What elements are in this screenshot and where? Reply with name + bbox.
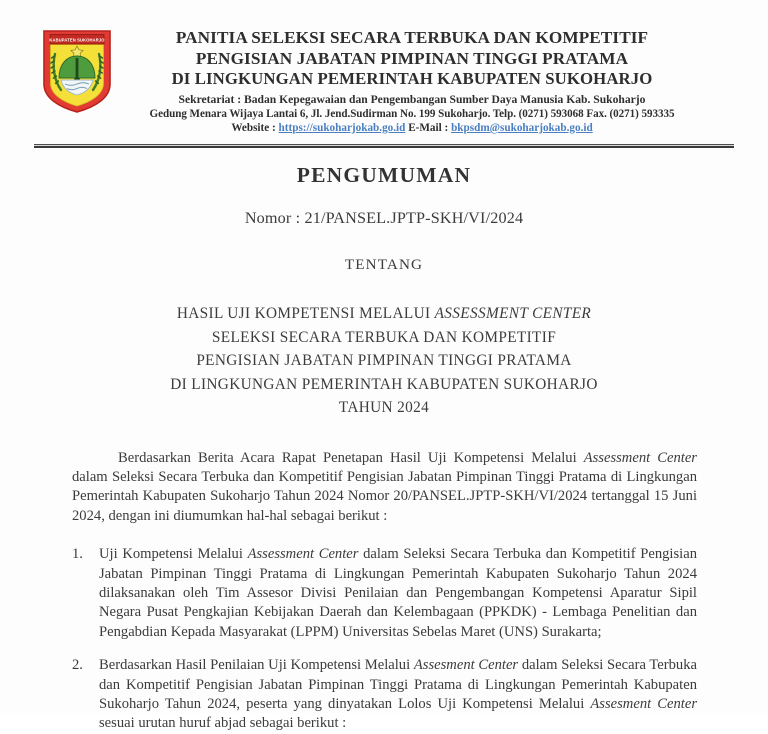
page-title: PENGUMUMAN [296,163,472,188]
list-item-text [99,656,697,734]
opening-paragraph-seg1: Berdasarkan Berita Acara Rapat Penetapan Hasil Uji Kompetensi Melalui [118,449,584,466]
website-label: Website : [231,121,276,134]
item-seg3: sesuai urutan huruf abjad sebagai berikut : [99,715,347,732]
letterhead-text [120,28,734,135]
letterhead [0,0,768,135]
subject-line-italic: ASSESSMENT CENTER [434,305,592,323]
opening-paragraph-italic: Assessment Center [583,449,697,466]
website-link[interactable]: https://sukoharjokab.go.id [278,121,406,134]
subject-line: SELEKSI SECARA TERBUKA DAN KOMPETITIF [211,328,557,346]
subject-line: PENGISIAN JABATAN PIMPINAN TINGGI PRATAMA [196,352,572,370]
org-line-3: DI LINGKUNGAN PEMERINTAH KABUPATEN SUKOHARJO [171,69,653,88]
item-seg2: dalam Seleksi Secara Terbuka dan Kompetitif Pengisian Jabatan Pimpinan Tinggi Pratama di Lingkungan Pemerintah Kabupaten Sukoharjo Tahun 2024 dilaksanakan oleh Tim Assesor Divisi Penilaian dan Pengembangan Kompetensi Aparatur Sipil Negara Pusat Pengkajian Kebijakan Daerah dan Kelembagaan (PPKDK) - Lembaga Penelitian dan Pengabdian Kepada Masyarakat (LPPM) Universitas Sebelas Maret (UNS) Surakarta; [99,546,697,640]
address-line: Gedung Menara Wijaya Lantai 6, Jl. Jend.Sudirman No. 199 Sukoharjo. Telp. (0271) 593068 Fax. (0271) 593335 [149,107,675,120]
org-line-2: PENGISIAN JABATAN PIMPINAN TINGGI PRATAMA [195,48,629,68]
list-item-number: 1. [72,546,83,563]
item-italic-1: Assessment Center [247,546,359,563]
list-item-number: 2. [72,657,83,674]
opening-paragraph [72,449,697,527]
contact-line [120,121,704,135]
opening-paragraph-seg2: dalam Seleksi Secara Terbuka dan Kompetitif Pengisian Jabatan Pimpinan Tinggi Pratama di Lingkungan Pemerintah Kabupaten Sukoharjo Tahun 2024 Nomor 20/PANSEL.JPTP-SKH/VI/2024 tertanggal 15 Juni 2024, dengan ini diumumkan hal-hal sebagai berikut : [72,469,697,524]
email-link[interactable]: bkpsdm@sukoharjokab.go.id [451,121,593,134]
announcement-list [72,545,697,734]
coat-of-arms-icon [41,28,113,114]
list-item [72,656,697,734]
subject-line [0,302,768,326]
item-italic-1: Assesment Center [413,657,519,674]
emblem-container [34,26,120,114]
document-number: Nomor : 21/PANSEL.JPTP-SKH/VI/2024 [244,209,524,228]
subject-line-text: HASIL UJI KOMPETENSI MELALUI [176,305,435,323]
tentang-label: TENTANG [344,256,424,274]
title-block [0,162,768,420]
document-body [0,449,768,734]
item-seg1: Uji Kompetensi Melalui [99,546,248,563]
item-seg2: dalam Seleksi Secara Terbuka dan Kompetitif Pengisian Jabatan Pimpinan Tinggi Pratama di Lingkungan Pemerintah Kabupaten Sukoharjo Tahun 2024, peserta yang dinyatakan Lolos Uji Kompetensi Melalui [99,657,697,713]
list-item [72,545,697,642]
letterhead-divider [34,144,734,148]
svg-text:KABUPATEN SUKOHARJO: KABUPATEN SUKOHARJO [49,37,105,43]
email-label: E-Mail : [408,121,449,134]
org-line-1: PANITIA SELEKSI SECARA TERBUKA DAN KOMPETITIF [175,28,649,47]
secretariat-line: Sekretariat : Badan Kepegawaian dan Pengembangan Sumber Daya Manusia Kab. Sukoharjo [178,92,646,106]
subject-line: TAHUN 2024 [338,399,430,417]
subject-line: DI LINGKUNGAN PEMERINTAH KABUPATEN SUKOHARJO [170,375,598,393]
subject-block [0,302,768,420]
item-italic-2: Assesment Center [590,696,697,713]
list-item-text [99,545,697,642]
item-seg1: Berdasarkan Hasil Penilaian Uji Kompetensi Melalui [99,657,414,674]
